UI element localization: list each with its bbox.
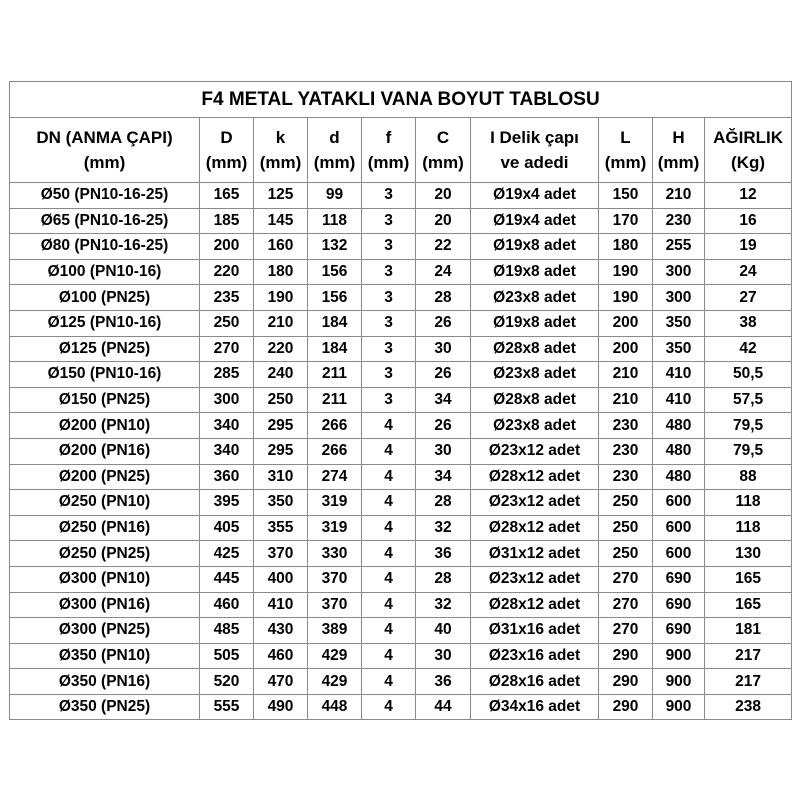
table-cell: Ø250 (PN10): [10, 490, 200, 516]
table-cell: 118: [705, 490, 792, 516]
table-cell: Ø19x4 adet: [471, 183, 599, 209]
table-row: [10, 515, 792, 541]
table-cell: 410: [653, 362, 705, 388]
table-cell: 79,5: [705, 413, 792, 439]
header-line-1: f: [385, 128, 392, 147]
table-cell: 250: [254, 387, 308, 413]
header-line-2: (mm): [313, 153, 356, 172]
table-cell: 50,5: [705, 362, 792, 388]
table-cell: Ø28x8 adet: [471, 387, 599, 413]
table-row: [10, 490, 792, 516]
header-line-2: (mm): [367, 153, 410, 172]
table-cell: 4: [362, 566, 416, 592]
header-line-2: (mm): [205, 153, 248, 172]
table-cell: 181: [705, 618, 792, 644]
header-line-1: L: [620, 128, 631, 147]
table-cell: Ø100 (PN10-16): [10, 259, 200, 285]
table-cell: 389: [308, 618, 362, 644]
table-cell: 250: [200, 310, 254, 336]
header-line-1: H: [672, 128, 685, 147]
table-cell: 165: [705, 592, 792, 618]
table-cell: 480: [653, 413, 705, 439]
header-line-2: (Kg): [731, 153, 766, 172]
table-cell: 690: [653, 618, 705, 644]
table-cell: 4: [362, 413, 416, 439]
table-cell: Ø250 (PN25): [10, 541, 200, 567]
header-line-1: AĞIRLIK: [713, 128, 783, 147]
table-cell: 480: [653, 438, 705, 464]
table-row: [10, 208, 792, 234]
table-cell: 355: [254, 515, 308, 541]
table-cell: 300: [653, 259, 705, 285]
table-cell: Ø23x16 adet: [471, 643, 599, 669]
table-cell: Ø300 (PN25): [10, 618, 200, 644]
table-cell: 3: [362, 208, 416, 234]
table-row: [10, 438, 792, 464]
table-cell: 40: [416, 618, 471, 644]
h-header: [653, 118, 705, 183]
table-cell: 44: [416, 694, 471, 720]
table-cell: 184: [308, 310, 362, 336]
table-cell: 250: [599, 490, 653, 516]
table-cell: 3: [362, 259, 416, 285]
table-row: [10, 592, 792, 618]
table-cell: 290: [599, 643, 653, 669]
table-row: [10, 362, 792, 388]
table-cell: 4: [362, 515, 416, 541]
table-cell: 220: [200, 259, 254, 285]
table-row: [10, 413, 792, 439]
table-cell: 180: [599, 234, 653, 260]
table-cell: 270: [200, 336, 254, 362]
table-cell: 350: [653, 310, 705, 336]
table-row: [10, 464, 792, 490]
table-cell: 217: [705, 669, 792, 695]
table-cell: 27: [705, 285, 792, 311]
table-cell: 30: [416, 643, 471, 669]
table-cell: Ø19x8 adet: [471, 259, 599, 285]
header-line-2: (mm): [604, 153, 647, 172]
table-cell: 99: [308, 183, 362, 209]
table-cell: 520: [200, 669, 254, 695]
table-cell: Ø23x12 adet: [471, 566, 599, 592]
table-cell: 200: [599, 310, 653, 336]
table-cell: Ø34x16 adet: [471, 694, 599, 720]
table-cell: 4: [362, 438, 416, 464]
table-cell: 470: [254, 669, 308, 695]
table-row: [10, 259, 792, 285]
table-cell: 274: [308, 464, 362, 490]
table-cell: 285: [200, 362, 254, 388]
table-cell: 19: [705, 234, 792, 260]
table-cell: 210: [599, 362, 653, 388]
table-cell: 230: [653, 208, 705, 234]
table-cell: 350: [254, 490, 308, 516]
table-cell: 24: [416, 259, 471, 285]
table-cell: Ø300 (PN10): [10, 566, 200, 592]
table-cell: 3: [362, 310, 416, 336]
table-cell: 125: [254, 183, 308, 209]
table-cell: 180: [254, 259, 308, 285]
weight-header: [705, 118, 792, 183]
table-cell: 190: [599, 285, 653, 311]
table-cell: Ø31x16 adet: [471, 618, 599, 644]
table-row: [10, 336, 792, 362]
header-line-1: d: [329, 128, 340, 147]
table-cell: 160: [254, 234, 308, 260]
table-cell: 118: [705, 515, 792, 541]
table-cell: 165: [705, 566, 792, 592]
table-cell: 600: [653, 541, 705, 567]
table-cell: 4: [362, 464, 416, 490]
table-cell: 290: [599, 669, 653, 695]
table-cell: 190: [599, 259, 653, 285]
table-cell: 460: [254, 643, 308, 669]
table-cell: Ø28x12 adet: [471, 464, 599, 490]
table-cell: Ø200 (PN25): [10, 464, 200, 490]
table-cell: Ø150 (PN25): [10, 387, 200, 413]
table-cell: 42: [705, 336, 792, 362]
table-cell: 28: [416, 566, 471, 592]
table-cell: 190: [254, 285, 308, 311]
table-cell: 255: [653, 234, 705, 260]
table-cell: Ø23x12 adet: [471, 490, 599, 516]
table-cell: 22: [416, 234, 471, 260]
table-cell: 200: [200, 234, 254, 260]
table-cell: 34: [416, 464, 471, 490]
table-cell: 425: [200, 541, 254, 567]
table-cell: 270: [599, 592, 653, 618]
table-cell: 250: [599, 541, 653, 567]
table-cell: 290: [599, 694, 653, 720]
table-row: [10, 234, 792, 260]
table-cell: 266: [308, 438, 362, 464]
table-cell: Ø19x4 adet: [471, 208, 599, 234]
table-row: [10, 643, 792, 669]
table-cell: 220: [254, 336, 308, 362]
table-cell: Ø250 (PN16): [10, 515, 200, 541]
column-header-row: [10, 118, 792, 183]
f-header: [362, 118, 416, 183]
table-cell: 4: [362, 643, 416, 669]
table-cell: 26: [416, 413, 471, 439]
table-cell: Ø350 (PN16): [10, 669, 200, 695]
table-cell: 4: [362, 592, 416, 618]
table-cell: 410: [653, 387, 705, 413]
table-cell: Ø200 (PN16): [10, 438, 200, 464]
table-cell: Ø19x8 adet: [471, 234, 599, 260]
table-cell: 3: [362, 387, 416, 413]
table-cell: 300: [200, 387, 254, 413]
table-cell: 240: [254, 362, 308, 388]
table-row: [10, 387, 792, 413]
dn-header: [10, 118, 200, 183]
table-cell: 4: [362, 618, 416, 644]
table-cell: 165: [200, 183, 254, 209]
table-cell: 429: [308, 669, 362, 695]
table-cell: 36: [416, 669, 471, 695]
table-cell: 900: [653, 643, 705, 669]
header-line-2: (mm): [422, 153, 464, 172]
table-row: [10, 183, 792, 209]
table-cell: 32: [416, 515, 471, 541]
header-line-2: (mm): [83, 153, 126, 172]
table-cell: 370: [308, 566, 362, 592]
table-cell: 30: [416, 336, 471, 362]
table-row: [10, 694, 792, 720]
table-cell: 16: [705, 208, 792, 234]
table-cell: Ø19x8 adet: [471, 310, 599, 336]
table-cell: Ø23x12 adet: [471, 438, 599, 464]
table-cell: 395: [200, 490, 254, 516]
table-cell: 38: [705, 310, 792, 336]
table-cell: 211: [308, 362, 362, 388]
table-row: [10, 618, 792, 644]
header-line-1: C: [436, 128, 450, 147]
table-cell: 600: [653, 490, 705, 516]
table-cell: 460: [200, 592, 254, 618]
table-cell: Ø50 (PN10-16-25): [10, 183, 200, 209]
table-cell: 250: [599, 515, 653, 541]
table-cell: 28: [416, 490, 471, 516]
table-cell: 555: [200, 694, 254, 720]
table-cell: 30: [416, 438, 471, 464]
table-cell: 350: [653, 336, 705, 362]
table-cell: 405: [200, 515, 254, 541]
table-cell: 170: [599, 208, 653, 234]
table-cell: 900: [653, 669, 705, 695]
header-line-1: D: [220, 128, 233, 147]
table-cell: Ø350 (PN25): [10, 694, 200, 720]
table-cell: 490: [254, 694, 308, 720]
hole-header: [471, 118, 599, 183]
table-cell: 4: [362, 541, 416, 567]
header-line-1: I Delik çapı: [490, 128, 579, 147]
table-cell: 26: [416, 310, 471, 336]
table-cell: 370: [308, 592, 362, 618]
table-cell: 12: [705, 183, 792, 209]
table-cell: 34: [416, 387, 471, 413]
table-cell: Ø125 (PN25): [10, 336, 200, 362]
table-cell: 24: [705, 259, 792, 285]
table-cell: 150: [599, 183, 653, 209]
table-cell: Ø150 (PN10-16): [10, 362, 200, 388]
table-cell: Ø28x8 adet: [471, 336, 599, 362]
table-cell: Ø31x12 adet: [471, 541, 599, 567]
table-cell: 26: [416, 362, 471, 388]
table-cell: 270: [599, 566, 653, 592]
header-line-1: k: [275, 128, 286, 147]
table-body: [10, 183, 792, 720]
table-cell: 3: [362, 336, 416, 362]
table-cell: 340: [200, 438, 254, 464]
table-cell: Ø23x8 adet: [471, 413, 599, 439]
table-cell: 217: [705, 643, 792, 669]
table-row: [10, 541, 792, 567]
table-row: [10, 310, 792, 336]
l-header: [599, 118, 653, 183]
table-cell: 210: [599, 387, 653, 413]
table-cell: Ø23x8 adet: [471, 285, 599, 311]
table-cell: Ø125 (PN10-16): [10, 310, 200, 336]
table-cell: 400: [254, 566, 308, 592]
table-cell: 485: [200, 618, 254, 644]
table-cell: 319: [308, 490, 362, 516]
table-cell: 210: [653, 183, 705, 209]
table-cell: 230: [599, 438, 653, 464]
table-cell: 3: [362, 362, 416, 388]
table-cell: 211: [308, 387, 362, 413]
table-cell: 88: [705, 464, 792, 490]
table-cell: 156: [308, 259, 362, 285]
table-cell: 20: [416, 183, 471, 209]
table-cell: 4: [362, 669, 416, 695]
table-cell: 118: [308, 208, 362, 234]
table-cell: 79,5: [705, 438, 792, 464]
table-cell: 410: [254, 592, 308, 618]
table-cell: 3: [362, 285, 416, 311]
table-cell: Ø65 (PN10-16-25): [10, 208, 200, 234]
table-cell: 690: [653, 592, 705, 618]
header-line-2: ve adedi: [500, 153, 569, 172]
table-cell: 429: [308, 643, 362, 669]
table-cell: Ø23x8 adet: [471, 362, 599, 388]
table-cell: 3: [362, 183, 416, 209]
table-cell: 4: [362, 490, 416, 516]
title-row: [10, 82, 792, 118]
table-cell: 230: [599, 413, 653, 439]
k-header: [254, 118, 308, 183]
table-cell: Ø100 (PN25): [10, 285, 200, 311]
d-header: [200, 118, 254, 183]
table-cell: 132: [308, 234, 362, 260]
table-row: [10, 566, 792, 592]
table-cell: 266: [308, 413, 362, 439]
table-cell: 32: [416, 592, 471, 618]
table-cell: 4: [362, 694, 416, 720]
table-cell: Ø28x12 adet: [471, 592, 599, 618]
table-cell: 360: [200, 464, 254, 490]
table-cell: 445: [200, 566, 254, 592]
table-cell: Ø28x12 adet: [471, 515, 599, 541]
table-cell: 505: [200, 643, 254, 669]
table-cell: 200: [599, 336, 653, 362]
table-row: [10, 669, 792, 695]
table-cell: 900: [653, 694, 705, 720]
table-cell: 600: [653, 515, 705, 541]
table-cell: 270: [599, 618, 653, 644]
table-cell: 185: [200, 208, 254, 234]
table-cell: 448: [308, 694, 362, 720]
header-line-1: DN (ANMA ÇAPI): [36, 128, 173, 147]
table-cell: 238: [705, 694, 792, 720]
table-cell: 319: [308, 515, 362, 541]
table-cell: 340: [200, 413, 254, 439]
table-cell: 57,5: [705, 387, 792, 413]
table-cell: 184: [308, 336, 362, 362]
table-cell: 3: [362, 234, 416, 260]
table-row: [10, 285, 792, 311]
table-cell: 480: [653, 464, 705, 490]
c-header: [416, 118, 471, 183]
table-cell: Ø300 (PN16): [10, 592, 200, 618]
table-cell: 20: [416, 208, 471, 234]
table-cell: 690: [653, 566, 705, 592]
table-cell: 430: [254, 618, 308, 644]
table-cell: Ø80 (PN10-16-25): [10, 234, 200, 260]
table-cell: 145: [254, 208, 308, 234]
table-cell: 300: [653, 285, 705, 311]
table-cell: 130: [705, 541, 792, 567]
table-cell: 295: [254, 413, 308, 439]
table-cell: Ø28x16 adet: [471, 669, 599, 695]
table-cell: 370: [254, 541, 308, 567]
small-d-header: [308, 118, 362, 183]
header-line-2: (mm): [259, 153, 302, 172]
table-cell: 310: [254, 464, 308, 490]
table-cell: 28: [416, 285, 471, 311]
table-cell: 235: [200, 285, 254, 311]
table-cell: Ø350 (PN10): [10, 643, 200, 669]
table-cell: 156: [308, 285, 362, 311]
table-cell: 330: [308, 541, 362, 567]
valve-size-table: [9, 81, 792, 720]
table-cell: 230: [599, 464, 653, 490]
header-line-2: (mm): [657, 153, 700, 172]
table-cell: 36: [416, 541, 471, 567]
table-cell: Ø200 (PN10): [10, 413, 200, 439]
table-cell: 210: [254, 310, 308, 336]
table-title: F4 METAL YATAKLI VANA BOYUT TABLOSU: [10, 82, 792, 118]
table-cell: 295: [254, 438, 308, 464]
